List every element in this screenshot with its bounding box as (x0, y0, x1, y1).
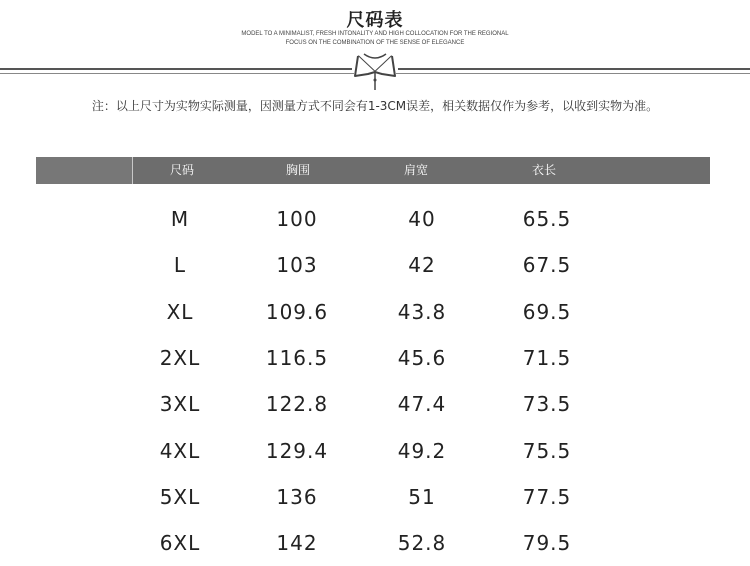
size-cell: L (173, 253, 187, 278)
table-row (36, 474, 710, 520)
divider-thin-right (396, 73, 750, 74)
size-cell: 4XL (159, 438, 201, 463)
size-cell: M (170, 207, 190, 231)
length-cell: 65.5 (522, 207, 572, 231)
length-cell: 67.5 (522, 253, 572, 278)
chest-cell: 100 (276, 207, 318, 231)
chest-cell: 142 (276, 531, 318, 556)
size-cell: XL (166, 299, 194, 324)
chest-cell: 103 (276, 253, 318, 278)
subtitle-line-2: FOCUS ON THE COMBINATION OF THE SENSE OF ELEGANCE (285, 40, 465, 46)
header-chest: 胸围 (285, 163, 310, 177)
divider-thin-left (0, 73, 354, 74)
subtitle (0, 30, 750, 48)
table-header (36, 157, 710, 184)
size-cell: 3XL (159, 392, 201, 417)
table-row (36, 289, 710, 335)
length-cell: 79.5 (522, 531, 572, 556)
table-row (36, 196, 710, 242)
table-row (36, 335, 710, 381)
length-cell: 77.5 (522, 484, 572, 509)
divider-right (398, 68, 750, 70)
chest-cell: 129.4 (265, 438, 329, 463)
header-length: 衣长 (531, 163, 556, 177)
chest-cell: 122.8 (265, 392, 329, 417)
table-row (36, 381, 710, 427)
size-cell: 2XL (159, 345, 201, 370)
shoulder-cell: 51 (408, 484, 436, 509)
length-cell: 69.5 (522, 299, 572, 324)
shoulder-cell: 47.4 (397, 392, 447, 417)
shoulder-cell: 49.2 (397, 438, 447, 463)
header-shoulder: 肩宽 (403, 163, 428, 177)
chest-cell: 136 (276, 484, 318, 509)
size-cell: 6XL (159, 531, 201, 556)
table-row (36, 428, 710, 474)
shoulder-cell: 42 (408, 253, 436, 278)
table-row (36, 242, 710, 288)
length-cell: 71.5 (522, 345, 572, 370)
length-cell: 75.5 (522, 438, 572, 463)
page-title: 尺码表 (346, 10, 404, 31)
subtitle-line-1: MODEL TO A MINIMALIST, FRESH INTONALITY AND HIGH COLLOCATION FOR THE REGIONAL (241, 31, 509, 37)
shirt-collar-icon (350, 50, 400, 94)
measurement-note: 注：以上尺寸为实物实际测量，因测量方式不同会有1-3CM误差，相关数据仅作为参考，以收到实物为准。 (91, 99, 659, 113)
shoulder-cell: 40 (408, 207, 436, 231)
header-size: 尺码 (169, 163, 194, 177)
shoulder-cell: 43.8 (397, 299, 447, 324)
size-cell: 5XL (159, 484, 201, 509)
table-row (36, 520, 710, 566)
divider-left (0, 68, 352, 70)
shoulder-cell: 45.6 (397, 345, 447, 370)
length-cell: 73.5 (522, 392, 572, 417)
table-header-lead (36, 157, 133, 184)
shoulder-cell: 52.8 (397, 531, 447, 556)
chest-cell: 116.5 (265, 345, 329, 370)
chest-cell: 109.6 (265, 299, 329, 324)
